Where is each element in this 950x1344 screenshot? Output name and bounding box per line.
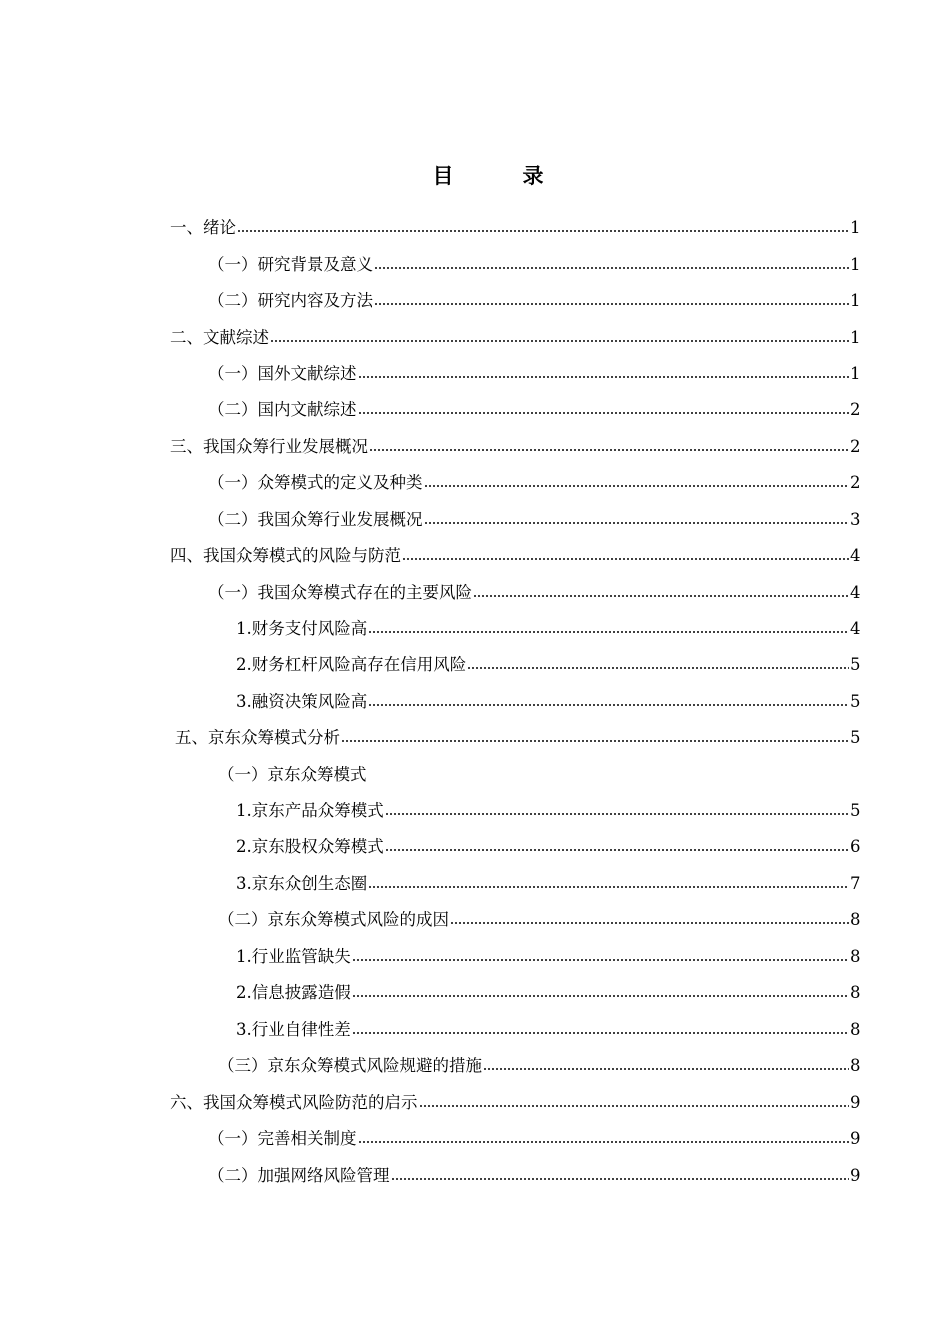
toc-entry[interactable] (208, 249, 860, 275)
toc-entry[interactable] (236, 831, 860, 857)
dot-leader (341, 739, 849, 743)
toc-entry-page: 2 (850, 473, 861, 492)
dot-leader (369, 448, 849, 452)
toc-entry-page: 4 (850, 546, 861, 565)
toc-entry-text: （一）众筹模式的定义及种类 (208, 473, 423, 492)
dot-leader (374, 302, 849, 306)
toc-entry[interactable] (218, 759, 860, 785)
toc-entry-text: 2.京东股权众筹模式 (236, 837, 384, 856)
toc-entry-text: 2.财务杠杆风险高存在信用风险 (236, 655, 467, 674)
toc-entry[interactable] (208, 394, 860, 420)
dot-leader (237, 229, 849, 233)
dot-leader (424, 484, 850, 488)
toc-entry[interactable] (208, 504, 860, 530)
toc-entry-text: 四、我国众筹模式的风险与防范 (170, 546, 401, 565)
toc-entry-page: 5 (850, 655, 861, 674)
toc-entry[interactable] (236, 941, 860, 967)
toc-entry-text: 三、我国众筹行业发展概况 (170, 437, 368, 456)
toc-entry[interactable] (236, 686, 860, 712)
toc-entry-page: 4 (850, 583, 861, 602)
dot-leader (385, 812, 849, 816)
dot-leader (358, 375, 850, 379)
toc-entry-page: 4 (850, 619, 861, 638)
toc-entry[interactable] (170, 1087, 860, 1113)
toc-entry-page: 8 (850, 947, 861, 966)
toc-entry[interactable] (208, 1123, 860, 1149)
toc-entry-text: （一）研究背景及意义 (208, 255, 373, 274)
toc-entry-text: （一）国外文献综述 (208, 364, 357, 383)
toc-entry-text: 六、我国众筹模式风险防范的启示 (170, 1093, 418, 1112)
dot-leader (368, 885, 849, 889)
toc-entry-page: 9 (850, 1129, 861, 1148)
dot-leader (483, 1067, 849, 1071)
toc-entry-text: 1.京东产品众筹模式 (236, 801, 384, 820)
toc-entry-page: 8 (850, 983, 861, 1002)
toc-entry[interactable] (236, 795, 860, 821)
dot-leader (368, 630, 849, 634)
dot-leader (374, 266, 849, 270)
toc-entry-text: 3.京东众创生态圈 (236, 874, 368, 893)
toc-entry[interactable] (218, 1050, 860, 1076)
dot-leader (385, 848, 849, 852)
toc-entry[interactable] (236, 977, 860, 1003)
toc-entry-text: （二）研究内容及方法 (208, 291, 373, 310)
toc-entry[interactable] (208, 358, 860, 384)
toc-entry-page: 1 (850, 255, 861, 274)
dot-leader (352, 994, 849, 998)
toc-entry[interactable] (208, 577, 860, 603)
toc-entry-page: 2 (850, 437, 861, 456)
toc-entry[interactable] (236, 649, 860, 675)
toc-entry-text: （二）我国众筹行业发展概况 (208, 510, 423, 529)
toc-entry-page: 8 (850, 910, 861, 929)
toc-entry-page: 9 (850, 1093, 861, 1112)
dot-leader (419, 1104, 850, 1108)
toc-entry[interactable] (236, 1014, 860, 1040)
toc-entry[interactable] (170, 540, 860, 566)
toc-entry-text: （一）完善相关制度 (208, 1129, 357, 1148)
toc-entry[interactable] (236, 868, 860, 894)
toc-entry[interactable] (236, 613, 860, 639)
toc-entry-text: 五、京东众筹模式分析 (175, 728, 340, 747)
dot-leader (352, 958, 849, 962)
toc-entry-page: 2 (850, 400, 861, 419)
toc-entry-page: 1 (850, 218, 861, 237)
toc-entry-page: 8 (850, 1020, 861, 1039)
dot-leader (450, 921, 849, 925)
toc-entry[interactable] (175, 722, 860, 748)
toc-entry-text: 二、文献综述 (170, 328, 269, 347)
toc-entry-text: 1.财务支付风险高 (236, 619, 368, 638)
toc-entry[interactable] (208, 467, 860, 493)
dot-leader (368, 703, 849, 707)
toc-entry-page: 3 (850, 510, 861, 529)
toc-entry[interactable] (170, 322, 860, 348)
toc-entry-text: （二）加强网络风险管理 (208, 1166, 390, 1185)
toc-entry-page: 1 (850, 364, 861, 383)
dot-leader (270, 339, 849, 343)
dot-leader (352, 1031, 849, 1035)
toc-entry-page: 5 (850, 692, 861, 711)
toc-entry-page: 1 (850, 328, 861, 347)
toc-entry-text: （三）京东众筹模式风险规避的措施 (218, 1056, 482, 1075)
toc-entry-text: 一、绪论 (170, 218, 236, 237)
toc-entry-text: （二）京东众筹模式风险的成因 (218, 910, 449, 929)
dot-leader (402, 557, 849, 561)
toc-title: 目 录 (432, 163, 568, 188)
dot-leader (391, 1177, 850, 1181)
toc-entry-page: 9 (850, 1166, 861, 1185)
toc-entry-text: （二）国内文献综述 (208, 400, 357, 419)
toc-entry[interactable] (208, 285, 860, 311)
toc-entry-page: 6 (850, 837, 861, 856)
toc-entry-text: 1.行业监管缺失 (236, 947, 351, 966)
toc-entry-page: 8 (850, 1056, 861, 1075)
toc-entry[interactable] (170, 431, 860, 457)
toc-entry-text: （一）我国众筹模式存在的主要风险 (208, 583, 472, 602)
dot-leader (358, 1140, 850, 1144)
toc-entry-page: 1 (850, 291, 861, 310)
toc-entry-text: （一）京东众筹模式 (218, 765, 367, 784)
toc-entry[interactable] (218, 904, 860, 930)
toc-entry[interactable] (170, 212, 860, 238)
toc-entry-text: 3.行业自律性差 (236, 1020, 351, 1039)
toc-entry-page: 7 (850, 874, 861, 893)
dot-leader (358, 411, 850, 415)
dot-leader (467, 666, 849, 670)
toc-entry-page: 5 (850, 728, 861, 747)
toc-entry[interactable] (208, 1160, 860, 1186)
toc-entry-text: 3.融资决策风险高 (236, 692, 368, 711)
toc-entry-page: 5 (850, 801, 861, 820)
dot-leader (473, 594, 849, 598)
toc-entry-text: 2.信息披露造假 (236, 983, 351, 1002)
dot-leader (424, 521, 850, 525)
